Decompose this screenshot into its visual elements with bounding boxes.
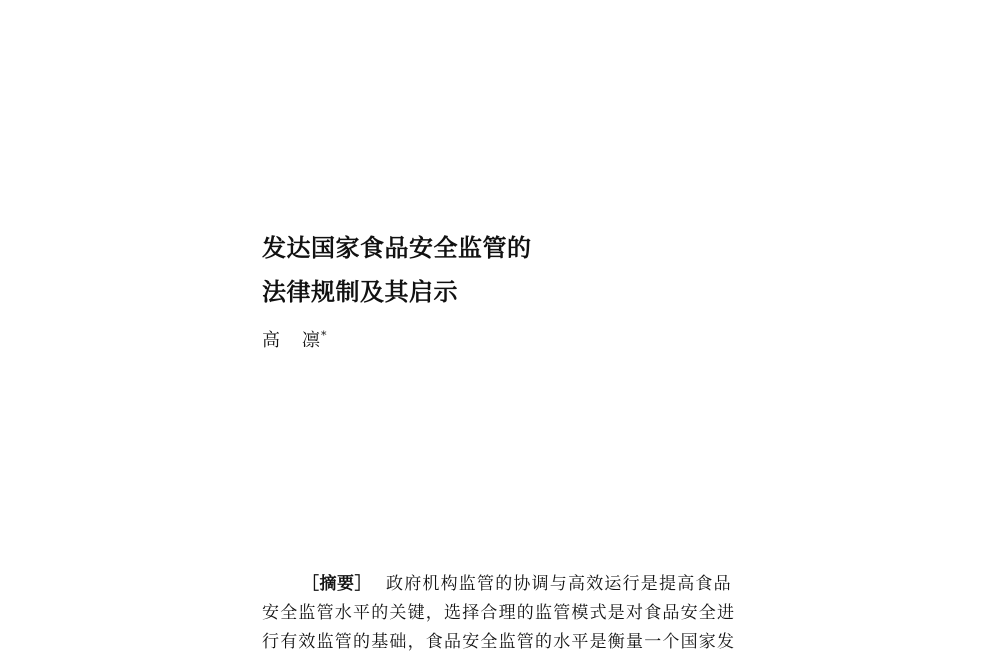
abstract-line-1 — [262, 570, 806, 599]
author-given-name: 凛 — [302, 330, 320, 351]
author-name — [262, 324, 327, 353]
title-line-2: 法律规制及其启示 — [262, 278, 458, 306]
abstract-text-2: 安全监管水平的关键，选择合理的监管模式是对食品安全进 — [262, 603, 736, 623]
abstract-label: ［摘要］ — [302, 574, 372, 594]
title-line-1: 发达国家食品安全监管的 — [262, 234, 532, 262]
abstract-text-3: 行有效监管的基础，食品安全监管的水平是衡量一个国家发 — [262, 632, 736, 652]
abstract-line-2 — [262, 599, 806, 628]
abstract-section — [262, 570, 806, 657]
paper-title — [262, 232, 782, 308]
abstract-line-3 — [262, 628, 806, 657]
author-footnote-mark: * — [321, 329, 327, 342]
author-surname: 高 — [262, 330, 280, 351]
abstract-text-1: 政府机构监管的协调与高效运行是提高食品 — [386, 574, 732, 594]
